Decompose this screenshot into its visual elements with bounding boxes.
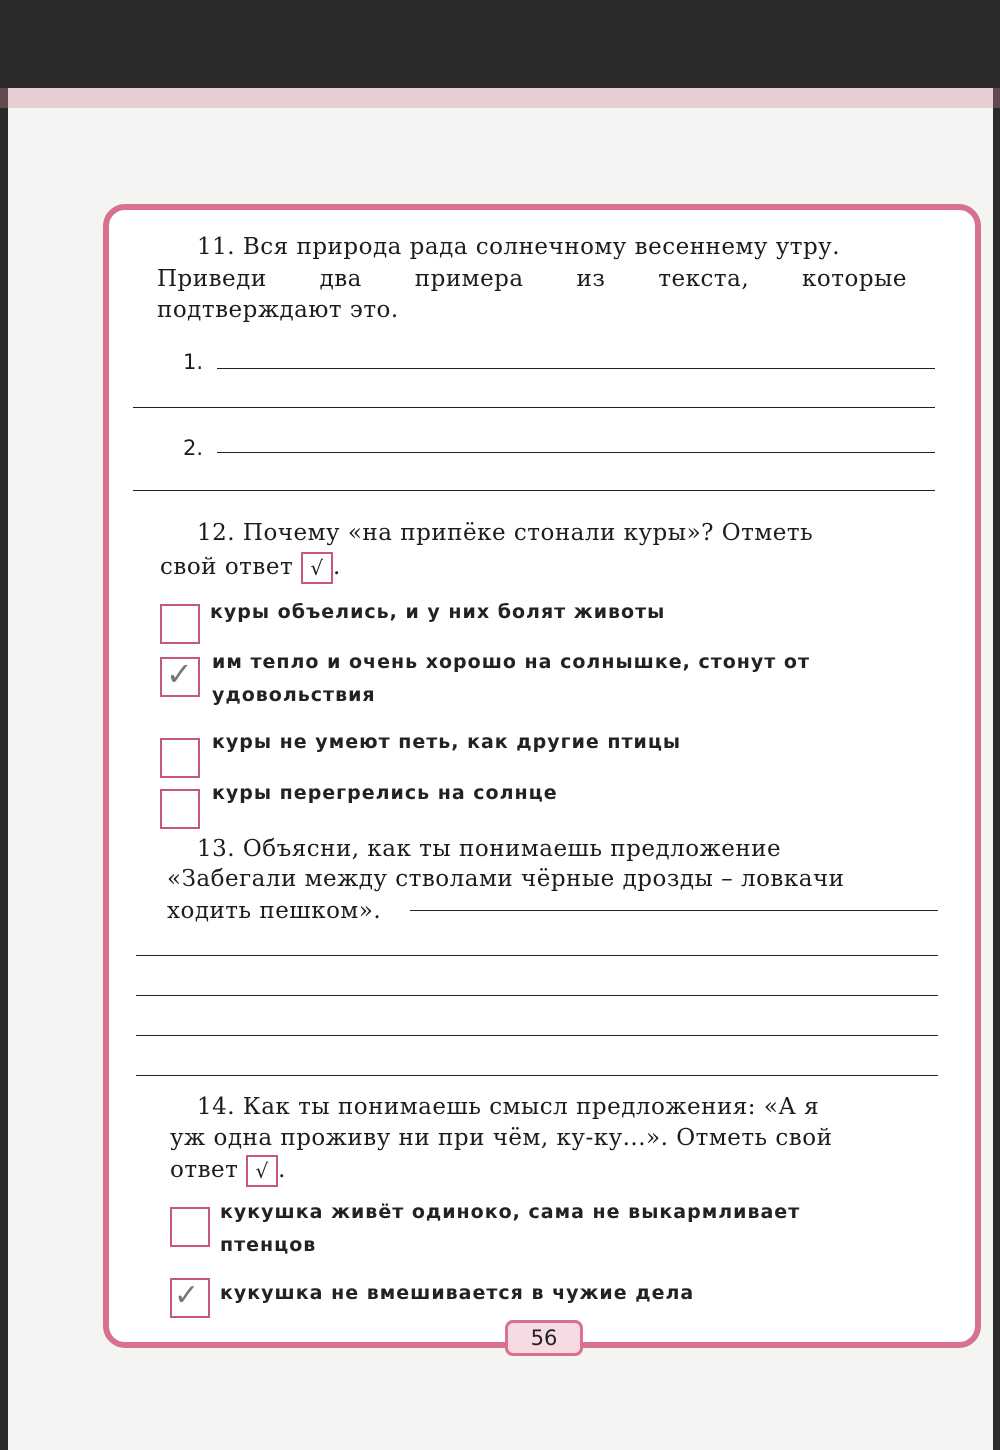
answer-line[interactable] bbox=[136, 995, 938, 996]
option-label-cont: птенцов bbox=[220, 1234, 317, 1256]
check-sample-icon: √ bbox=[301, 552, 333, 584]
q11-line-2: Приведи два примера из текста, которые bbox=[157, 266, 907, 292]
pencil-check-icon: ✓ bbox=[166, 655, 193, 693]
answer-line[interactable] bbox=[133, 407, 935, 408]
q11-line-3: подтверждают это. bbox=[157, 297, 399, 323]
option-checkbox-checked[interactable] bbox=[170, 1278, 210, 1318]
answer-line[interactable] bbox=[136, 955, 938, 956]
option-label: им тепло и очень хорошо на солнышке, стонут от bbox=[212, 651, 810, 673]
option-label: кукушка живёт одиноко, сама не выкармливает bbox=[220, 1201, 801, 1223]
answer-line[interactable] bbox=[217, 452, 935, 453]
option-checkbox[interactable] bbox=[170, 1207, 210, 1247]
q14-line-2: уж одна проживу ни при чём, ку-ку...». Отметь свой bbox=[170, 1125, 833, 1151]
option-checkbox[interactable] bbox=[160, 604, 200, 644]
q14-line-1: 14. Как ты понимаешь смысл предложения: «А я bbox=[197, 1094, 820, 1120]
answer-number-2: 2. bbox=[183, 436, 204, 460]
option-label-cont: удовольствия bbox=[212, 684, 376, 706]
option-checkbox[interactable] bbox=[160, 738, 200, 778]
check-sample-icon: √ bbox=[246, 1155, 278, 1187]
option-label: куры объелись, и у них болят животы bbox=[210, 601, 666, 623]
option-label: куры не умеют петь, как другие птицы bbox=[212, 731, 682, 753]
answer-line[interactable] bbox=[410, 910, 938, 911]
option-checkbox[interactable] bbox=[160, 789, 200, 829]
option-checkbox-checked[interactable] bbox=[160, 657, 200, 697]
answer-number-1: 1. bbox=[183, 350, 204, 374]
q12-line-1: 12. Почему «на припёке стонали куры»? Отметь bbox=[197, 520, 814, 546]
q13-line-2: «Забегали между стволами чёрные дрозды – ловкачи bbox=[167, 866, 845, 892]
answer-line[interactable] bbox=[217, 368, 935, 369]
q14-line-3: ответ √ . bbox=[170, 1155, 286, 1187]
q13-line-1: 13. Объясни, как ты понимаешь предложение bbox=[197, 836, 782, 862]
option-label: куры перегрелись на солнце bbox=[212, 782, 558, 804]
page-edge bbox=[0, 88, 1000, 108]
q11-line-1: 11. Вся природа рада солнечному весеннему утру. bbox=[197, 234, 841, 260]
q12-line-2-text: свой ответ bbox=[160, 554, 294, 580]
pencil-check-icon: ✓ bbox=[174, 1278, 200, 1313]
answer-line[interactable] bbox=[136, 1035, 938, 1036]
page-number: 56 bbox=[505, 1320, 583, 1356]
q12-line-2: свой ответ √ . bbox=[160, 552, 341, 584]
q13-line-3: ходить пешком». bbox=[167, 898, 382, 924]
option-label: кукушка не вмешивается в чужие дела bbox=[220, 1282, 695, 1304]
answer-line[interactable] bbox=[133, 490, 935, 491]
q14-line-3-text: ответ bbox=[170, 1157, 239, 1183]
answer-line[interactable] bbox=[136, 1075, 938, 1076]
